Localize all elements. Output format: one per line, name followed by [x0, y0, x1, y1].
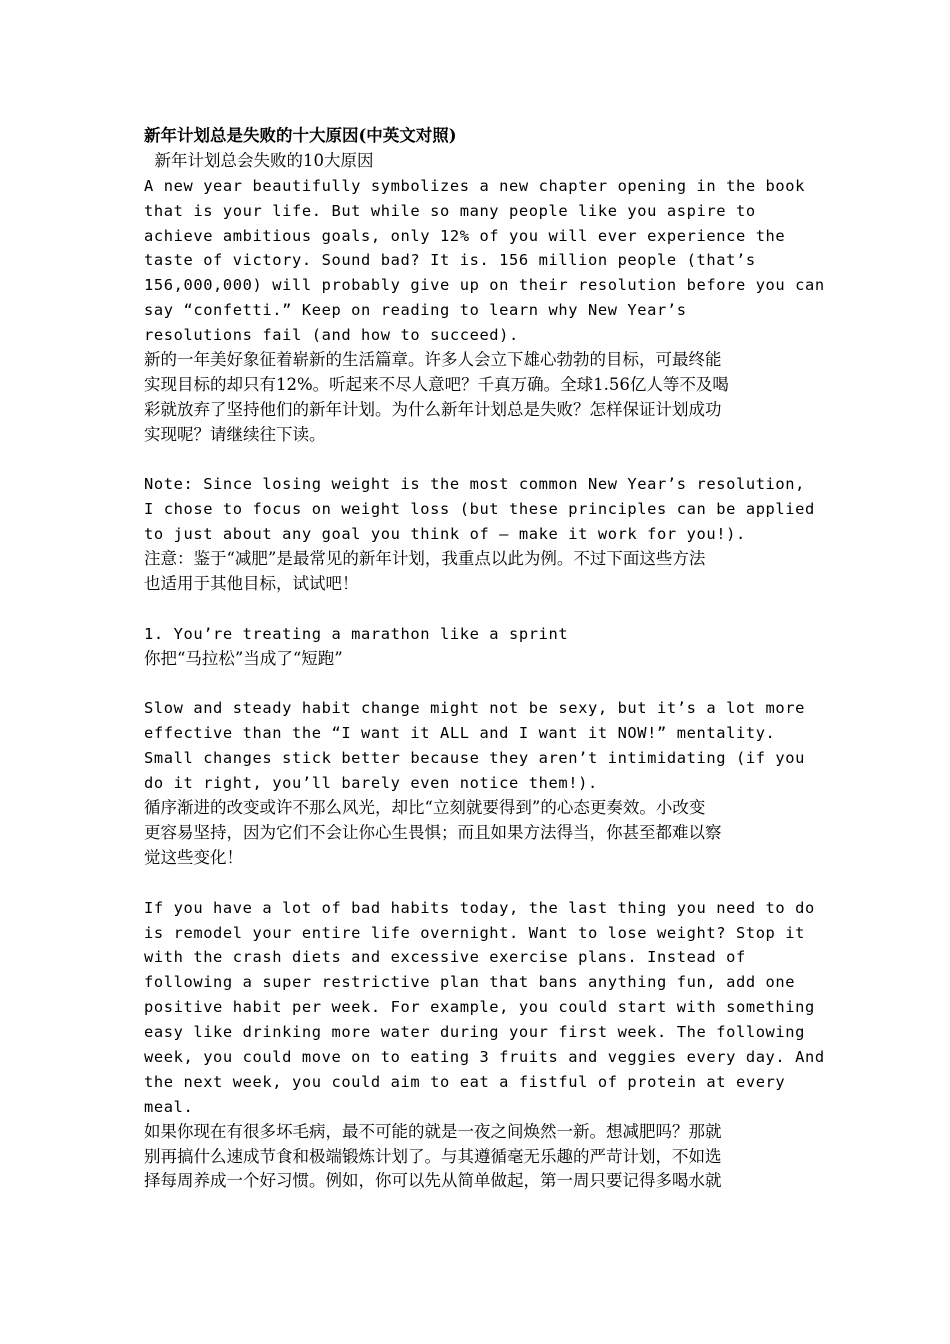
text-line: 注意：鉴于“减肥”是最常见的新年计划，我重点以此为例。不过下面这些方法 [144, 549, 706, 569]
text-line: 循序渐进的改变或许不那么风光，却比“立刻就要得到”的心态更奏效。小改变 [144, 798, 706, 818]
text-line: 择每周养成一个好习惯。例如，你可以先从简单做起，第一周只要记得多喝水就 [144, 1171, 722, 1191]
text-line: 觉这些变化！ [144, 847, 243, 867]
text-line: with the crash diets and excessive exercise plans. Instead of [144, 948, 746, 967]
text-line: 也适用于其他目标，试试吧！ [144, 574, 359, 594]
text-line: say “confetti.” Keep on reading to learn why New Year’s [144, 301, 687, 320]
text-line: 彩就放弃了坚持他们的新年计划。为什么新年计划总是失败？怎样保证计划成功 [144, 399, 722, 419]
text-line: do it right, you’ll barely even notice them!). [144, 774, 598, 793]
text-line: 实现目标的却只有12%。听起来不尽人意吧？千真万确。全球1.56亿人等不及喝 [144, 374, 729, 394]
blank-line [144, 448, 816, 473]
intro-chinese [144, 348, 816, 448]
point-1-heading-chinese: 你把“马拉松”当成了“短跑” [144, 648, 343, 668]
note-chinese [144, 547, 816, 597]
blank-line [144, 672, 816, 697]
document-body [144, 124, 825, 1194]
text-line: 新的一年美好象征着崭新的生活篇章。许多人会立下雄心勃勃的目标，可最终能 [144, 350, 722, 370]
text-line: meal. [144, 1097, 194, 1116]
text-line: to just about any goal you think of — make it work for you!). [144, 525, 746, 544]
text-line: positive habit per week. For example, you could start with something [144, 998, 815, 1017]
document-subtitle: 新年计划总会失败的10大原因 [144, 150, 374, 170]
text-line: I chose to focus on weight loss (but these principles can be applied [144, 500, 815, 519]
text-line: 如果你现在有很多坏毛病，最不可能的就是一夜之间焕然一新。想减肥吗？那就 [144, 1121, 722, 1141]
text-line: week, you could move on to eating 3 fruits and veggies every day. And [144, 1047, 825, 1066]
text-line: Small changes stick better because they aren’t intimidating (if you [144, 749, 806, 768]
text-line: following a super restrictive plan that bans anything fun, add one [144, 973, 796, 992]
text-line: is remodel your entire life overnight. Want to lose weight? Stop it [144, 923, 806, 942]
text-line: 156,000,000) will probably give up on their resolution before you can [144, 276, 825, 295]
text-line: taste of victory. Sound bad? It is. 156 million people (that’s [144, 251, 756, 270]
paragraph-1-chinese [144, 796, 816, 871]
note-english [144, 472, 816, 547]
paragraph-2-english [144, 896, 825, 1120]
blank-line [144, 597, 816, 622]
blank-line [144, 871, 816, 896]
text-line: effective than the “I want it ALL and I want it NOW!” mentality. [144, 724, 776, 743]
text-line: If you have a lot of bad habits today, the last thing you need to do [144, 898, 815, 917]
point-1-heading-english: 1. You’re treating a marathon like a sprint [144, 624, 569, 643]
text-line: Slow and steady habit change might not be sexy, but it’s a lot more [144, 699, 806, 718]
text-line: 别再搞什么速成节食和极端锻炼计划了。与其遵循毫无乐趣的严苛计划，不如选 [144, 1146, 722, 1166]
text-line: 实现呢？请继续往下读。 [144, 424, 326, 444]
paragraph-2-chinese [144, 1120, 816, 1195]
text-line: resolutions fail (and how to succeed). [144, 326, 519, 345]
text-line: easy like drinking more water during your first week. The following [144, 1023, 806, 1042]
document-title: 新年计划总是失败的十大原因(中英文对照) [144, 126, 457, 145]
intro-english [144, 174, 825, 348]
text-line: achieve ambitious goals, only 12% of you will ever experience the [144, 226, 786, 245]
text-line: Note: Since losing weight is the most common New Year’s resolution, [144, 475, 806, 494]
paragraph-1-english [144, 696, 816, 796]
text-line: A new year beautifully symbolizes a new chapter opening in the book [144, 176, 806, 195]
text-line: that is your life. But while so many people like you aspire to [144, 201, 756, 220]
text-line: 更容易坚持，因为它们不会让你心生畏惧；而且如果方法得当，你甚至都难以察 [144, 822, 722, 842]
text-line: the next week, you could aim to eat a fistful of protein at every [144, 1072, 786, 1091]
